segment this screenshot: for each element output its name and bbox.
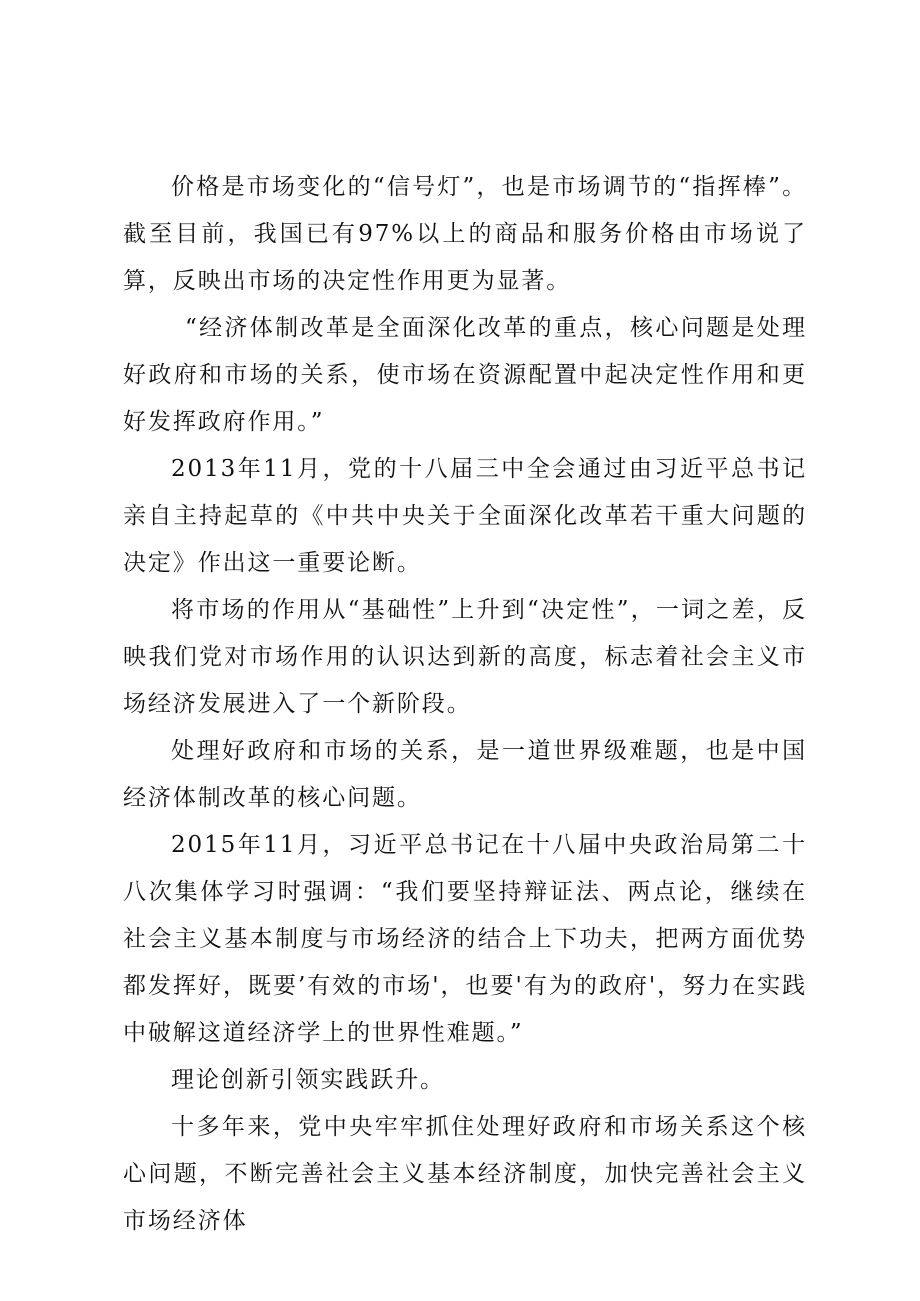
paragraph-2015-study: 2015年11月，习近平总书记在十八届中央政治局第二十八次集体学习时强调：“我们要坚持辩证法、两点论，继续在社会主义基本制度与市场经济的结合上下功夫，把两方面优势都发挥好，既要’有效的市场'，也要'有为的政府'，努力在实践中破解这道经济学上的世界性难题。”	[123, 832, 807, 1046]
paragraph-decisive-role: 将市场的作用从“基础性”上升到“决定性”，一词之差，反映我们党对市场作用的认识达到新的高度，标志着社会主义市场经济发展进入了一个新阶段。	[123, 597, 807, 717]
paragraph-price-signal: 价格是市场变化的“信号灯”，也是市场调节的“指挥棒”。截至目前，我国已有97%以上的商品和服务价格由市场说了算，反映出市场的决定性作用更为显著。	[123, 174, 807, 294]
paragraph-reform-quote: “经济体制改革是全面深化改革的重点，核心问题是处理好政府和市场的关系，使市场在资源配置中起决定性作用和更好发挥政府作用。”	[123, 315, 807, 435]
paragraph-world-problem: 处理好政府和市场的关系，是一道世界级难题，也是中国经济体制改革的核心问题。	[123, 738, 807, 811]
paragraph-ten-years: 十多年来，党中央牢牢抓住处理好政府和市场关系这个核心问题，不断完善社会主义基本经济制度，加快完善社会主义市场经济体	[123, 1114, 807, 1234]
paragraph-theory-innovation: 理论创新引领实践跃升。	[171, 1067, 445, 1093]
paragraph-2013-decision: 2013年11月，党的十八届三中全会通过由习近平总书记亲自主持起草的《中共中央关于全面深化改革若干重大问题的决定》作出这一重要论断。	[123, 456, 807, 576]
document-body	[123, 164, 807, 1245]
